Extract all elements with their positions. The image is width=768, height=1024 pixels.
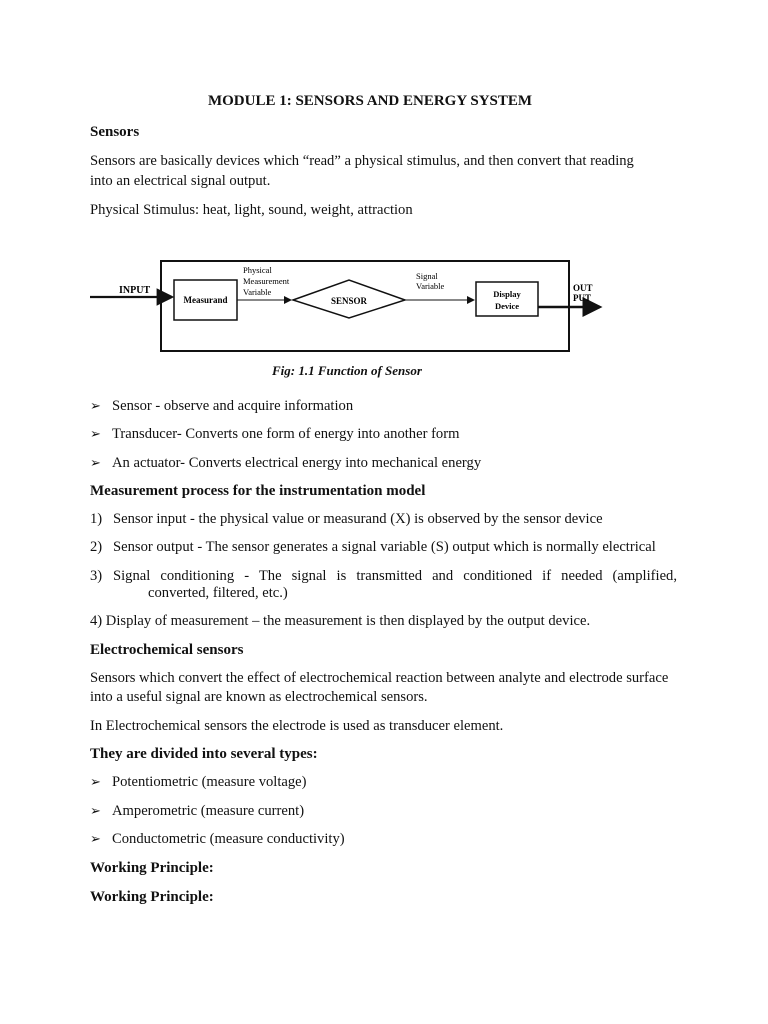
- measurement-heading: Measurement process for the instrumentation model: [90, 483, 426, 499]
- sensor-label: SENSOR: [330, 296, 368, 306]
- step-number: 1): [90, 511, 103, 527]
- electrochemical-paragraph-line-1: Sensors which convert the effect of electrochemical reaction between analyte and electrode surface: [90, 670, 669, 686]
- step-text: Sensor output - The sensor generates a signal variable (S) output which is normally electrical: [113, 539, 656, 555]
- measurand-label: Measurand: [183, 295, 228, 305]
- sensors-heading: Sensors: [90, 124, 140, 140]
- list-item-text: Potentiometric (measure voltage): [112, 774, 307, 790]
- list-item: [90, 454, 481, 472]
- list-item-text: Amperometric (measure current): [112, 803, 305, 819]
- arrow-bullet-icon: ➢: [90, 774, 101, 789]
- electrode-paragraph: In Electrochemical sensors the electrode is used as transducer element.: [90, 718, 504, 734]
- figure-caption: Fig: 1.1 Function of Sensor: [272, 363, 422, 378]
- list-item: [90, 802, 304, 820]
- list-item-text: Conductometric (measure conductivity): [112, 831, 345, 847]
- list-item-text: An actuator- Converts electrical energy into mechanical energy: [112, 455, 482, 471]
- measurement-label: Measurement: [243, 276, 290, 286]
- list-item: [90, 773, 307, 791]
- variable-label: Variable: [243, 287, 272, 297]
- list-item-text: Sensor - observe and acquire information: [112, 398, 354, 414]
- arrow-bullet-icon: ➢: [90, 426, 101, 441]
- sensors-paragraph-line-2: into an electrical signal output.: [90, 173, 271, 189]
- arrow-bullet-icon: ➢: [90, 831, 101, 846]
- display-label: Display: [493, 289, 521, 299]
- types-heading: They are divided into several types:: [90, 746, 318, 762]
- step-text: 4) Display of measurement – the measurement is then displayed by the output device.: [90, 613, 591, 629]
- signal-variable-label: Variable: [416, 281, 445, 291]
- arrow-bullet-icon: ➢: [90, 398, 101, 413]
- step-text: Signal conditioning - The signal is transmitted and conditioned if needed (amplified,: [113, 568, 677, 584]
- sensor-function-diagram: [88, 258, 608, 358]
- list-item: [90, 397, 353, 415]
- list-item: [90, 425, 459, 443]
- working-principle-heading: Working Principle:: [90, 889, 214, 905]
- electrochemical-heading: Electrochemical sensors: [90, 642, 244, 658]
- physical-label: Physical: [243, 265, 272, 275]
- sensors-paragraph-line-1: Sensors are basically devices which “read” a physical stimulus, and then convert that reading: [90, 153, 634, 169]
- electrochemical-paragraph-line-2: into a useful signal are known as electrochemical sensors.: [90, 689, 428, 705]
- signal-label: Signal: [416, 271, 438, 281]
- device-label: Device: [494, 301, 520, 311]
- put-label: PUT: [573, 293, 591, 303]
- physical-stimulus-text: Physical Stimulus: heat, light, sound, weight, attraction: [90, 202, 413, 218]
- step-text: Sensor input - the physical value or measurand (X) is observed by the sensor device: [113, 511, 603, 527]
- arrow-bullet-icon: ➢: [90, 455, 101, 470]
- input-label: INPUT: [119, 285, 151, 296]
- list-item: [90, 830, 345, 848]
- working-principle-heading: Working Principle:: [90, 860, 214, 876]
- step-number: 3): [90, 568, 103, 584]
- list-item-text: Transducer- Converts one form of energy into another form: [112, 426, 460, 442]
- page-title: MODULE 1: SENSORS AND ENERGY SYSTEM: [207, 93, 533, 109]
- arrow-bullet-icon: ➢: [90, 803, 101, 818]
- out-label: OUT: [573, 283, 593, 293]
- step-number: 2): [90, 539, 103, 555]
- step-text-continued: converted, filtered, etc.): [148, 585, 288, 601]
